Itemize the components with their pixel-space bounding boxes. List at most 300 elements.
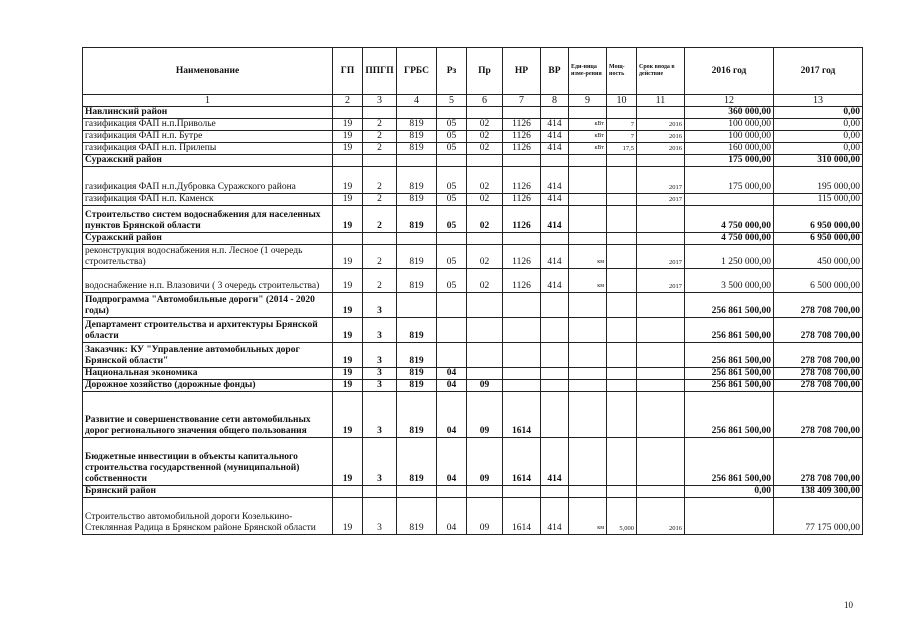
cell-ppgp: 3 bbox=[363, 343, 397, 368]
cell-pr bbox=[467, 368, 503, 380]
cell-rz: 05 bbox=[437, 131, 467, 143]
cell-gp bbox=[333, 107, 363, 119]
table-row bbox=[83, 368, 863, 380]
cell-unit bbox=[569, 318, 607, 343]
cell-y2016: 256 861 500,00 bbox=[685, 392, 774, 438]
header-unit: Еди-ница изме-рения bbox=[569, 48, 607, 95]
cell-np bbox=[503, 318, 541, 343]
cell-np: 1614 bbox=[503, 498, 541, 535]
cell-gp: 19 bbox=[333, 131, 363, 143]
cell-ppgp bbox=[363, 107, 397, 119]
cell-y2016: 175 000,00 bbox=[685, 167, 774, 194]
cell-term bbox=[637, 293, 685, 318]
cell-gp: 19 bbox=[333, 206, 363, 233]
cell-vr: 414 bbox=[541, 498, 569, 535]
cell-power bbox=[607, 486, 637, 498]
cell-pr: 02 bbox=[467, 119, 503, 131]
column-number: 3 bbox=[363, 95, 397, 107]
cell-y2017: 278 708 700,00 bbox=[774, 318, 863, 343]
cell-pr: 02 bbox=[467, 269, 503, 293]
header-pr: Пр bbox=[467, 48, 503, 95]
cell-ppgp: 2 bbox=[363, 194, 397, 206]
cell-grbs: 819 bbox=[397, 498, 437, 535]
cell-vr: 414 bbox=[541, 438, 569, 486]
table-row bbox=[83, 143, 863, 155]
cell-name: газификация ФАП н.п. Бутре bbox=[83, 131, 333, 143]
cell-ppgp: 3 bbox=[363, 293, 397, 318]
cell-gp bbox=[333, 233, 363, 245]
cell-name: Национальная экономика bbox=[83, 368, 333, 380]
cell-rz bbox=[437, 107, 467, 119]
cell-power bbox=[607, 194, 637, 206]
cell-name: Заказчик: КУ "Управление автомобильных дорог Брянской области" bbox=[83, 343, 333, 368]
cell-y2017: 278 708 700,00 bbox=[774, 438, 863, 486]
cell-gp: 19 bbox=[333, 438, 363, 486]
cell-unit bbox=[569, 380, 607, 392]
cell-gp: 19 bbox=[333, 343, 363, 368]
cell-rz: 04 bbox=[437, 392, 467, 438]
cell-grbs bbox=[397, 107, 437, 119]
cell-name: Суражский район bbox=[83, 155, 333, 167]
cell-term bbox=[637, 343, 685, 368]
cell-vr: 414 bbox=[541, 131, 569, 143]
cell-gp: 19 bbox=[333, 119, 363, 131]
cell-vr: 414 bbox=[541, 167, 569, 194]
cell-term: 2017 bbox=[637, 269, 685, 293]
cell-rz bbox=[437, 343, 467, 368]
cell-term: 2016 bbox=[637, 131, 685, 143]
cell-np bbox=[503, 380, 541, 392]
budget-table bbox=[82, 47, 863, 535]
cell-y2017: 310 000,00 bbox=[774, 155, 863, 167]
cell-grbs: 819 bbox=[397, 368, 437, 380]
cell-np: 1614 bbox=[503, 438, 541, 486]
cell-y2016: 1 250 000,00 bbox=[685, 245, 774, 269]
cell-power bbox=[607, 167, 637, 194]
cell-unit bbox=[569, 343, 607, 368]
cell-unit bbox=[569, 368, 607, 380]
cell-rz: 05 bbox=[437, 206, 467, 233]
cell-rz: 05 bbox=[437, 167, 467, 194]
cell-y2017: 195 000,00 bbox=[774, 167, 863, 194]
cell-name: газификация ФАП н.п. Каменск bbox=[83, 194, 333, 206]
cell-pr bbox=[467, 343, 503, 368]
cell-power bbox=[607, 269, 637, 293]
cell-y2016 bbox=[685, 194, 774, 206]
cell-ppgp: 3 bbox=[363, 498, 397, 535]
cell-rz: 05 bbox=[437, 194, 467, 206]
cell-np bbox=[503, 343, 541, 368]
header-2017: 2017 год bbox=[774, 48, 863, 95]
cell-unit bbox=[569, 155, 607, 167]
cell-grbs bbox=[397, 486, 437, 498]
cell-power: 7 bbox=[607, 119, 637, 131]
column-number: 12 bbox=[685, 95, 774, 107]
cell-pr bbox=[467, 318, 503, 343]
cell-ppgp: 3 bbox=[363, 392, 397, 438]
table-row bbox=[83, 131, 863, 143]
cell-unit: км bbox=[569, 269, 607, 293]
cell-vr: 414 bbox=[541, 143, 569, 155]
cell-grbs bbox=[397, 233, 437, 245]
cell-unit bbox=[569, 438, 607, 486]
cell-ppgp: 3 bbox=[363, 438, 397, 486]
cell-ppgp: 2 bbox=[363, 245, 397, 269]
cell-rz: 05 bbox=[437, 245, 467, 269]
table-row bbox=[83, 498, 863, 535]
cell-grbs bbox=[397, 155, 437, 167]
cell-y2017: 278 708 700,00 bbox=[774, 368, 863, 380]
cell-ppgp: 3 bbox=[363, 318, 397, 343]
cell-power bbox=[607, 293, 637, 318]
header-name: Наименование bbox=[83, 48, 333, 95]
cell-np: 1126 bbox=[503, 269, 541, 293]
page-number: 10 bbox=[844, 600, 853, 610]
cell-unit: км bbox=[569, 245, 607, 269]
cell-ppgp bbox=[363, 155, 397, 167]
cell-pr: 09 bbox=[467, 438, 503, 486]
cell-ppgp: 3 bbox=[363, 380, 397, 392]
cell-vr: 414 bbox=[541, 269, 569, 293]
cell-name: Дорожное хозяйство (дорожные фонды) bbox=[83, 380, 333, 392]
cell-np bbox=[503, 233, 541, 245]
cell-term: 2017 bbox=[637, 194, 685, 206]
cell-y2017: 6 500 000,00 bbox=[774, 269, 863, 293]
cell-term bbox=[637, 486, 685, 498]
cell-pr bbox=[467, 486, 503, 498]
cell-vr bbox=[541, 293, 569, 318]
cell-y2017: 278 708 700,00 bbox=[774, 392, 863, 438]
cell-name: Строительство систем водоснабжения для населенных пунктов Брянской области bbox=[83, 206, 333, 233]
cell-y2016: 360 000,00 bbox=[685, 107, 774, 119]
header-np: НР bbox=[503, 48, 541, 95]
header-rz: Рз bbox=[437, 48, 467, 95]
cell-gp bbox=[333, 155, 363, 167]
table-row bbox=[83, 318, 863, 343]
cell-rz: 04 bbox=[437, 438, 467, 486]
cell-y2016: 256 861 500,00 bbox=[685, 343, 774, 368]
cell-np: 1126 bbox=[503, 131, 541, 143]
header-gp: ГП bbox=[333, 48, 363, 95]
cell-vr bbox=[541, 343, 569, 368]
cell-vr bbox=[541, 486, 569, 498]
cell-unit bbox=[569, 233, 607, 245]
cell-rz bbox=[437, 155, 467, 167]
cell-vr bbox=[541, 233, 569, 245]
cell-y2016: 0,00 bbox=[685, 486, 774, 498]
cell-term: 2017 bbox=[637, 167, 685, 194]
cell-y2016: 160 000,00 bbox=[685, 143, 774, 155]
cell-power bbox=[607, 245, 637, 269]
cell-grbs: 819 bbox=[397, 131, 437, 143]
cell-rz bbox=[437, 233, 467, 245]
column-number: 8 bbox=[541, 95, 569, 107]
cell-power bbox=[607, 392, 637, 438]
cell-name: газификация ФАП н.п. Прилепы bbox=[83, 143, 333, 155]
cell-term bbox=[637, 368, 685, 380]
cell-power: 7 bbox=[607, 131, 637, 143]
cell-pr bbox=[467, 155, 503, 167]
column-number: 9 bbox=[569, 95, 607, 107]
cell-np bbox=[503, 155, 541, 167]
cell-grbs: 819 bbox=[397, 380, 437, 392]
cell-np bbox=[503, 293, 541, 318]
cell-pr bbox=[467, 293, 503, 318]
cell-gp: 19 bbox=[333, 498, 363, 535]
cell-ppgp bbox=[363, 233, 397, 245]
cell-y2016: 256 861 500,00 bbox=[685, 318, 774, 343]
cell-name: Бюджетные инвестиции в объекты капитального строительства государственной (муниципальной) собственности bbox=[83, 438, 333, 486]
cell-term bbox=[637, 318, 685, 343]
cell-np: 1126 bbox=[503, 245, 541, 269]
column-number: 1 bbox=[83, 95, 333, 107]
cell-name: Брянский район bbox=[83, 486, 333, 498]
cell-ppgp: 2 bbox=[363, 143, 397, 155]
cell-ppgp: 2 bbox=[363, 119, 397, 131]
cell-pr bbox=[467, 107, 503, 119]
header-ppgp: ППГП bbox=[363, 48, 397, 95]
cell-np: 1126 bbox=[503, 167, 541, 194]
cell-grbs: 819 bbox=[397, 245, 437, 269]
cell-unit bbox=[569, 167, 607, 194]
column-number: 13 bbox=[774, 95, 863, 107]
cell-grbs bbox=[397, 293, 437, 318]
cell-unit bbox=[569, 206, 607, 233]
cell-y2017: 0,00 bbox=[774, 131, 863, 143]
column-number: 7 bbox=[503, 95, 541, 107]
cell-rz bbox=[437, 486, 467, 498]
table-row bbox=[83, 194, 863, 206]
cell-y2017: 278 708 700,00 bbox=[774, 343, 863, 368]
cell-y2017: 77 175 000,00 bbox=[774, 498, 863, 535]
cell-vr bbox=[541, 155, 569, 167]
cell-rz: 05 bbox=[437, 269, 467, 293]
cell-pr: 09 bbox=[467, 392, 503, 438]
cell-unit: кВт bbox=[569, 131, 607, 143]
cell-term bbox=[637, 392, 685, 438]
cell-term bbox=[637, 107, 685, 119]
cell-unit bbox=[569, 486, 607, 498]
cell-power bbox=[607, 155, 637, 167]
cell-np bbox=[503, 368, 541, 380]
cell-unit: км bbox=[569, 498, 607, 535]
cell-term bbox=[637, 155, 685, 167]
cell-vr: 414 bbox=[541, 206, 569, 233]
cell-term bbox=[637, 233, 685, 245]
cell-power bbox=[607, 107, 637, 119]
header-power: Мощ-ность bbox=[607, 48, 637, 95]
cell-pr: 09 bbox=[467, 498, 503, 535]
cell-y2016 bbox=[685, 498, 774, 535]
cell-gp: 19 bbox=[333, 194, 363, 206]
cell-y2016: 3 500 000,00 bbox=[685, 269, 774, 293]
cell-power bbox=[607, 206, 637, 233]
cell-pr: 09 bbox=[467, 380, 503, 392]
table-row bbox=[83, 119, 863, 131]
cell-grbs: 819 bbox=[397, 206, 437, 233]
cell-term: 2017 bbox=[637, 245, 685, 269]
cell-y2017: 0,00 bbox=[774, 143, 863, 155]
cell-y2016: 100 000,00 bbox=[685, 131, 774, 143]
cell-unit bbox=[569, 392, 607, 438]
table-body bbox=[83, 107, 863, 535]
cell-unit bbox=[569, 107, 607, 119]
table-row bbox=[83, 155, 863, 167]
table-row bbox=[83, 167, 863, 194]
cell-vr: 414 bbox=[541, 119, 569, 131]
cell-vr bbox=[541, 318, 569, 343]
cell-term: 2016 bbox=[637, 498, 685, 535]
cell-vr bbox=[541, 368, 569, 380]
cell-unit bbox=[569, 194, 607, 206]
cell-np: 1614 bbox=[503, 392, 541, 438]
header-grbs: ГРБС bbox=[397, 48, 437, 95]
cell-name: водоснабжение н.п. Влазовичи ( 3 очередь строительства) bbox=[83, 269, 333, 293]
table-row bbox=[83, 343, 863, 368]
cell-rz: 05 bbox=[437, 143, 467, 155]
cell-np: 1126 bbox=[503, 119, 541, 131]
cell-name: Навлинский район bbox=[83, 107, 333, 119]
cell-y2017: 278 708 700,00 bbox=[774, 380, 863, 392]
cell-np: 1126 bbox=[503, 143, 541, 155]
cell-power: 5,000 bbox=[607, 498, 637, 535]
cell-power bbox=[607, 368, 637, 380]
cell-grbs: 819 bbox=[397, 343, 437, 368]
cell-grbs: 819 bbox=[397, 143, 437, 155]
column-number: 10 bbox=[607, 95, 637, 107]
cell-power bbox=[607, 318, 637, 343]
cell-y2017: 6 950 000,00 bbox=[774, 206, 863, 233]
cell-ppgp: 3 bbox=[363, 368, 397, 380]
cell-vr bbox=[541, 107, 569, 119]
cell-term: 2016 bbox=[637, 119, 685, 131]
cell-name: Суражский район bbox=[83, 233, 333, 245]
cell-grbs: 819 bbox=[397, 119, 437, 131]
cell-name: реконструкция водоснабжения н.п. Лесное (1 очередь строительства) bbox=[83, 245, 333, 269]
cell-unit bbox=[569, 293, 607, 318]
cell-gp: 19 bbox=[333, 269, 363, 293]
cell-gp: 19 bbox=[333, 143, 363, 155]
cell-np bbox=[503, 486, 541, 498]
cell-y2017: 0,00 bbox=[774, 119, 863, 131]
cell-ppgp: 2 bbox=[363, 131, 397, 143]
cell-grbs: 819 bbox=[397, 167, 437, 194]
cell-name: Строительство автомобильной дороги Козелькино-Стеклянная Радица в Брянском районе Брянской области bbox=[83, 498, 333, 535]
cell-y2017: 138 409 300,00 bbox=[774, 486, 863, 498]
cell-gp: 19 bbox=[333, 368, 363, 380]
cell-y2016: 256 861 500,00 bbox=[685, 380, 774, 392]
cell-name: газификация ФАП н.п.Приволье bbox=[83, 119, 333, 131]
cell-grbs: 819 bbox=[397, 438, 437, 486]
cell-ppgp bbox=[363, 486, 397, 498]
cell-vr: 414 bbox=[541, 245, 569, 269]
cell-y2016: 100 000,00 bbox=[685, 119, 774, 131]
cell-np: 1126 bbox=[503, 194, 541, 206]
cell-term bbox=[637, 206, 685, 233]
table-row bbox=[83, 206, 863, 233]
cell-pr: 02 bbox=[467, 131, 503, 143]
cell-gp: 19 bbox=[333, 392, 363, 438]
cell-vr bbox=[541, 392, 569, 438]
cell-ppgp: 2 bbox=[363, 206, 397, 233]
cell-y2017: 278 708 700,00 bbox=[774, 293, 863, 318]
cell-rz: 04 bbox=[437, 380, 467, 392]
cell-np bbox=[503, 107, 541, 119]
cell-vr bbox=[541, 380, 569, 392]
table-row bbox=[83, 233, 863, 245]
cell-y2016: 175 000,00 bbox=[685, 155, 774, 167]
cell-grbs: 819 bbox=[397, 194, 437, 206]
cell-rz: 04 bbox=[437, 368, 467, 380]
column-number: 4 bbox=[397, 95, 437, 107]
cell-power: 17,5 bbox=[607, 143, 637, 155]
cell-power bbox=[607, 438, 637, 486]
cell-grbs: 819 bbox=[397, 318, 437, 343]
table-row bbox=[83, 269, 863, 293]
header-2016: 2016 год bbox=[685, 48, 774, 95]
cell-rz: 05 bbox=[437, 119, 467, 131]
cell-term: 2016 bbox=[637, 143, 685, 155]
cell-rz bbox=[437, 318, 467, 343]
cell-gp bbox=[333, 486, 363, 498]
cell-y2016: 4 750 000,00 bbox=[685, 233, 774, 245]
cell-power bbox=[607, 233, 637, 245]
cell-rz: 04 bbox=[437, 498, 467, 535]
cell-ppgp: 2 bbox=[363, 269, 397, 293]
column-number-row bbox=[83, 95, 863, 107]
header-vr: ВР bbox=[541, 48, 569, 95]
cell-power bbox=[607, 380, 637, 392]
cell-name: Подпрограмма "Автомобильные дороги" (2014 - 2020 годы) bbox=[83, 293, 333, 318]
cell-y2016: 256 861 500,00 bbox=[685, 293, 774, 318]
table-row bbox=[83, 293, 863, 318]
cell-gp: 19 bbox=[333, 318, 363, 343]
cell-y2016: 256 861 500,00 bbox=[685, 438, 774, 486]
cell-term bbox=[637, 438, 685, 486]
cell-pr bbox=[467, 233, 503, 245]
table-row bbox=[83, 380, 863, 392]
header-term: Срок ввода в действие bbox=[637, 48, 685, 95]
cell-unit: кВт bbox=[569, 119, 607, 131]
cell-rz bbox=[437, 293, 467, 318]
header-row bbox=[83, 48, 863, 95]
cell-vr: 414 bbox=[541, 194, 569, 206]
cell-unit: кВт bbox=[569, 143, 607, 155]
column-number: 11 bbox=[637, 95, 685, 107]
cell-y2016: 256 861 500,00 bbox=[685, 368, 774, 380]
cell-pr: 02 bbox=[467, 143, 503, 155]
cell-y2016: 4 750 000,00 bbox=[685, 206, 774, 233]
cell-y2017: 0,00 bbox=[774, 107, 863, 119]
cell-name: Развитие и совершенствование сети автомобильных дорог регионального значения общего пользования bbox=[83, 392, 333, 438]
cell-pr: 02 bbox=[467, 245, 503, 269]
cell-ppgp: 2 bbox=[363, 167, 397, 194]
cell-gp: 19 bbox=[333, 293, 363, 318]
table-row bbox=[83, 486, 863, 498]
cell-gp: 19 bbox=[333, 167, 363, 194]
column-number: 6 bbox=[467, 95, 503, 107]
cell-name: газификация ФАП н.п.Дубровка Суражского района bbox=[83, 167, 333, 194]
column-number: 2 bbox=[333, 95, 363, 107]
table-row bbox=[83, 245, 863, 269]
cell-pr: 02 bbox=[467, 206, 503, 233]
cell-y2017: 450 000,00 bbox=[774, 245, 863, 269]
cell-gp: 19 bbox=[333, 245, 363, 269]
table-row bbox=[83, 392, 863, 438]
cell-pr: 02 bbox=[467, 194, 503, 206]
cell-term bbox=[637, 380, 685, 392]
cell-grbs: 819 bbox=[397, 392, 437, 438]
